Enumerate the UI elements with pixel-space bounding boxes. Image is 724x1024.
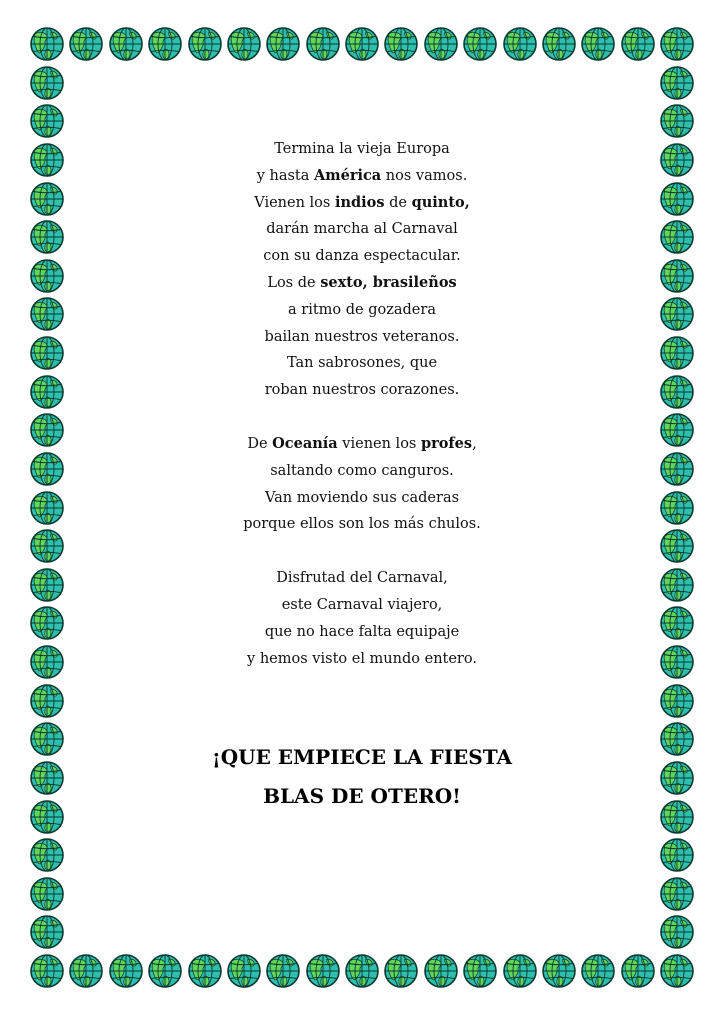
globe-icon: [108, 26, 144, 62]
poem-line: [100, 350, 624, 377]
poem-line: [100, 619, 624, 646]
globe-icon: [108, 953, 144, 989]
globe-icon: [29, 65, 65, 101]
globe-icon: [147, 953, 183, 989]
poem-line: [100, 377, 624, 404]
globe-icon: [580, 26, 616, 62]
globe-icon: [659, 490, 695, 526]
poem-text: con su danza espectacular.: [263, 248, 461, 265]
poem-text: ,: [472, 435, 477, 452]
poem-text: Tan sabrosones, que: [286, 355, 438, 372]
globe-icon: [187, 953, 223, 989]
globe-icon: [580, 953, 616, 989]
poem-text: De: [247, 435, 273, 452]
globe-icon: [29, 103, 65, 139]
globe-icon: [659, 876, 695, 912]
globe-icon: [29, 567, 65, 603]
globe-icon: [29, 258, 65, 294]
globe-icon: [659, 528, 695, 564]
globe-icon: [265, 26, 301, 62]
globe-icon: [29, 412, 65, 448]
globe-icon: [541, 26, 577, 62]
globe-icon: [659, 65, 695, 101]
globe-icon: [29, 721, 65, 757]
poem-line: [100, 163, 624, 190]
globe-icon: [659, 760, 695, 796]
poem-line: [100, 216, 624, 243]
globe-icon: [502, 953, 538, 989]
globe-icon: [29, 219, 65, 255]
globe-icon: [383, 953, 419, 989]
globe-icon: [29, 335, 65, 371]
globe-icon: [659, 296, 695, 332]
poem-text: bailan nuestros veteranos.: [264, 328, 460, 345]
globe-icon: [29, 876, 65, 912]
poem-line: [100, 511, 624, 538]
globe-icon: [226, 953, 262, 989]
globe-icon: [659, 683, 695, 719]
poem-text: roban nuestros corazones.: [264, 382, 460, 399]
globe-icon: [383, 26, 419, 62]
poem-line: [100, 270, 624, 297]
poem-text: Los de: [267, 274, 321, 291]
globe-icon: [187, 26, 223, 62]
globe-icon: [344, 953, 380, 989]
globe-icon: [29, 451, 65, 487]
globe-icon: [29, 528, 65, 564]
poem-line: [100, 431, 624, 458]
globe-icon: [29, 490, 65, 526]
globe-icon: [620, 26, 656, 62]
globe-icon: [620, 953, 656, 989]
poem-line: [100, 565, 624, 592]
globe-icon: [29, 142, 65, 178]
globe-icon: [502, 26, 538, 62]
globe-icon: [659, 451, 695, 487]
poem-line: [100, 592, 624, 619]
globe-icon: [659, 644, 695, 680]
globe-icon: [68, 953, 104, 989]
stanza-gap: [100, 538, 624, 565]
poem-text: darán marcha al Carnaval: [266, 221, 458, 238]
poem-text: Termina la vieja Europa: [274, 141, 450, 157]
globe-icon: [29, 837, 65, 873]
globe-icon: [541, 953, 577, 989]
closing-message: [100, 738, 624, 816]
globe-icon: [659, 374, 695, 410]
poem-text: y hemos visto el mundo entero.: [247, 650, 477, 667]
globe-icon: [659, 181, 695, 217]
globe-icon: [29, 644, 65, 680]
globe-icon: [305, 953, 341, 989]
poem-line: [100, 243, 624, 270]
poem-line: [100, 190, 624, 217]
globe-icon: [423, 26, 459, 62]
globe-icon: [659, 103, 695, 139]
poem-bold-word: indios: [334, 193, 385, 211]
globe-icon: [305, 26, 341, 62]
globe-icon: [68, 26, 104, 62]
poem-text: a ritmo de gozadera: [288, 301, 436, 318]
closing-line-2: BLAS DE OTERO!: [263, 784, 461, 808]
poem-bold-word: quinto,: [411, 193, 470, 211]
globe-icon: [659, 953, 695, 989]
globe-icon: [659, 605, 695, 641]
globe-icon: [265, 953, 301, 989]
poem-line: [100, 646, 624, 673]
poem-text: este Carnaval viajero,: [281, 596, 443, 613]
poem-text: Vienen los: [254, 194, 335, 211]
poem-line: [100, 485, 624, 512]
globe-icon: [462, 26, 498, 62]
globe-icon: [659, 567, 695, 603]
globe-icon: [423, 953, 459, 989]
globe-icon: [29, 181, 65, 217]
poem-bold-word: Oceanía: [272, 434, 338, 452]
poem-bold-word: América: [314, 166, 382, 184]
poem-text: de: [384, 194, 412, 211]
globe-icon: [659, 837, 695, 873]
globe-icon: [659, 799, 695, 835]
globe-icon: [659, 219, 695, 255]
globe-icon: [344, 26, 380, 62]
poem: [100, 136, 624, 672]
globe-icon: [29, 296, 65, 332]
globe-icon: [462, 953, 498, 989]
poem-text: vienen los: [337, 435, 421, 452]
globe-icon: [226, 26, 262, 62]
poem-line: [100, 297, 624, 324]
globe-icon: [29, 760, 65, 796]
globe-icon: [659, 721, 695, 757]
poem-text: nos vamos.: [381, 167, 468, 184]
poem-text: porque ellos son los más chulos.: [243, 516, 481, 533]
poem-line: [100, 324, 624, 351]
poem-text: Disfrutad del Carnaval,: [276, 570, 448, 587]
globe-icon: [29, 374, 65, 410]
globe-icon: [659, 258, 695, 294]
poem-text: y hasta: [256, 167, 314, 184]
globe-icon: [29, 683, 65, 719]
poem-bold-word: sexto, brasileños: [320, 273, 457, 291]
closing-line-1: ¡QUE EMPIECE LA FIESTA: [211, 745, 513, 769]
globe-icon: [659, 914, 695, 950]
globe-icon: [29, 953, 65, 989]
globe-icon: [29, 26, 65, 62]
poem-text: saltando como canguros.: [270, 462, 454, 479]
globe-icon: [29, 799, 65, 835]
stanza-gap: [100, 404, 624, 431]
globe-icon: [29, 605, 65, 641]
poem-line: [100, 458, 624, 485]
globe-icon: [659, 335, 695, 371]
poem-line: [100, 136, 624, 163]
globe-icon: [659, 412, 695, 448]
poem-bold-word: profes: [420, 434, 473, 452]
poem-text: Van moviendo sus caderas: [264, 489, 460, 506]
globe-icon: [659, 142, 695, 178]
globe-icon: [147, 26, 183, 62]
globe-icon: [29, 914, 65, 950]
poem-text: que no hace falta equipaje: [264, 623, 460, 640]
globe-icon: [659, 26, 695, 62]
